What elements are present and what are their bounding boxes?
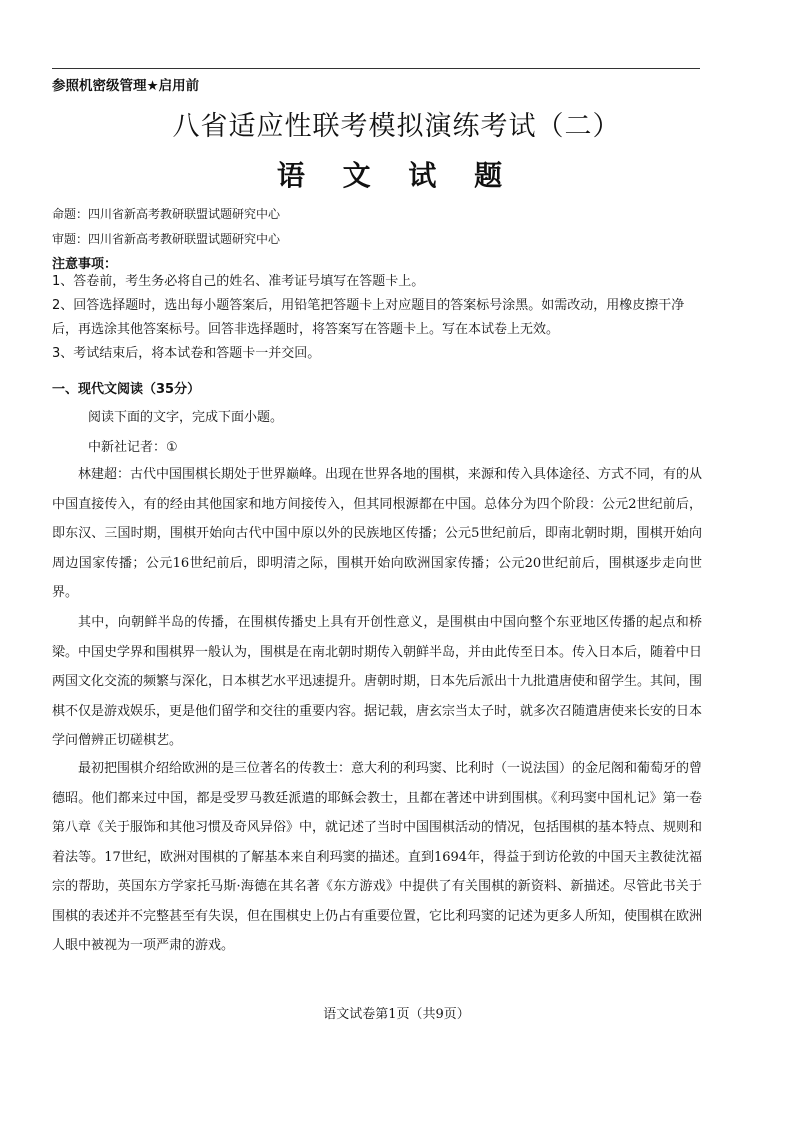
exam-subject: 语 文 试 题 (276, 159, 517, 192)
reviewer-line: 审题：四川省新高考教研联盟试题研究中心 (52, 232, 281, 246)
reading-instruction: 阅读下面的文字，完成下面小题。 (88, 410, 284, 425)
notice-item: 2、回答选择题时，选出每小题答案后，用铅笔把答题卡上对应题目的答案标号涂黑。如需改动，用橡皮擦干净后，再选涂其他答案标号。回答非选择题时，将答案写在答题卡上。写在本试卷上无效。 (52, 298, 685, 337)
exam-title: 八省适应性联考模拟演练考试（二） (172, 111, 621, 142)
notice-heading: 注意事项： (52, 257, 118, 272)
notice-item: 3、考试结束后，将本试卷和答题卡一并交回。 (52, 346, 321, 361)
reporter-question: 中新社记者：① (88, 440, 178, 455)
page-footer: 语文试卷第1页（共9页） (323, 1007, 470, 1022)
passage-paragraph: 林建超：古代中国围棋长期处于世界巅峰。出现在世界各地的围棋，来源和传入具体途径、方式不同，有的从中国直接传入，有的经由其他国家和地方间接传入，但其同根源都在中国。总体分为四个阶段：公元2世纪前后，即东汉、三国时期，围棋开始向古代中国中原以外的民族地区传播；公元5世纪前后，即南北朝时期，围棋开始向周边国家传播；公元16世纪前后，即明清之际，围棋开始向欧洲国家传播；公元20世纪前后，围棋逐步走向世界。 (52, 467, 703, 600)
notice-item: 1、答卷前，考生务必将自己的姓名、准考证号填写在答题卡上。 (52, 274, 425, 289)
author-line: 命题：四川省新高考教研联盟试题研究中心 (52, 207, 281, 221)
passage-paragraph: 其中，向朝鲜半岛的传播，在围棋传播史上具有开创性意义，是围棋由中国向整个东亚地区传播的起点和桥梁。中国史学界和围棋界一般认为，围棋是在南北朝时期传入朝鲜半岛，并由此传至日本。传入日本后，随着中日两国文化交流的频繁与深化，日本棋艺水平迅速提升。唐朝时期，日本先后派出十九批遣唐使和留学生。其间，围棋不仅是游戏娱乐，更是他们留学和交往的重要内容。据记载，唐玄宗当太子时，就多次召随遣唐使来长安的日本学问僧辨正切磋棋艺。 (52, 615, 703, 748)
section-heading: 一、现代文阅读（35分） (52, 382, 201, 397)
confidentiality-notice: 参照机密级管理★启用前 (52, 78, 200, 94)
header-rule (52, 68, 700, 69)
passage-paragraph: 最初把围棋介绍给欧洲的是三位著名的传教士：意大利的利玛窦、比利时（一说法国）的金尼阁和葡萄牙的曾德昭。他们都来过中国，都是受罗马教廷派遣的耶稣会教士，且都在著述中讲到围棋。《利玛窦中国札记》第一卷第八章《关于服饰和其他习惯及奇风异俗》中，就记述了当时中国围棋活动的情况，包括围棋的基本特点、规则和着法等。17世纪，欧洲对围棋的了解基本来自利玛窦的描述。直到1694年，得益于到访伦敦的中国天主教徒沈福宗的帮助，英国东方学家托马斯·海德在其名著《东方游戏》中提供了有关围棋的新资料、新描述。尽管此书关于围棋的表述并不完整甚至有失误，但在围棋史上仍占有重要位置，它比利玛窦的记述为更多人所知，使围棋在欧洲人眼中被视为一项严肃的游戏。 (52, 761, 703, 953)
